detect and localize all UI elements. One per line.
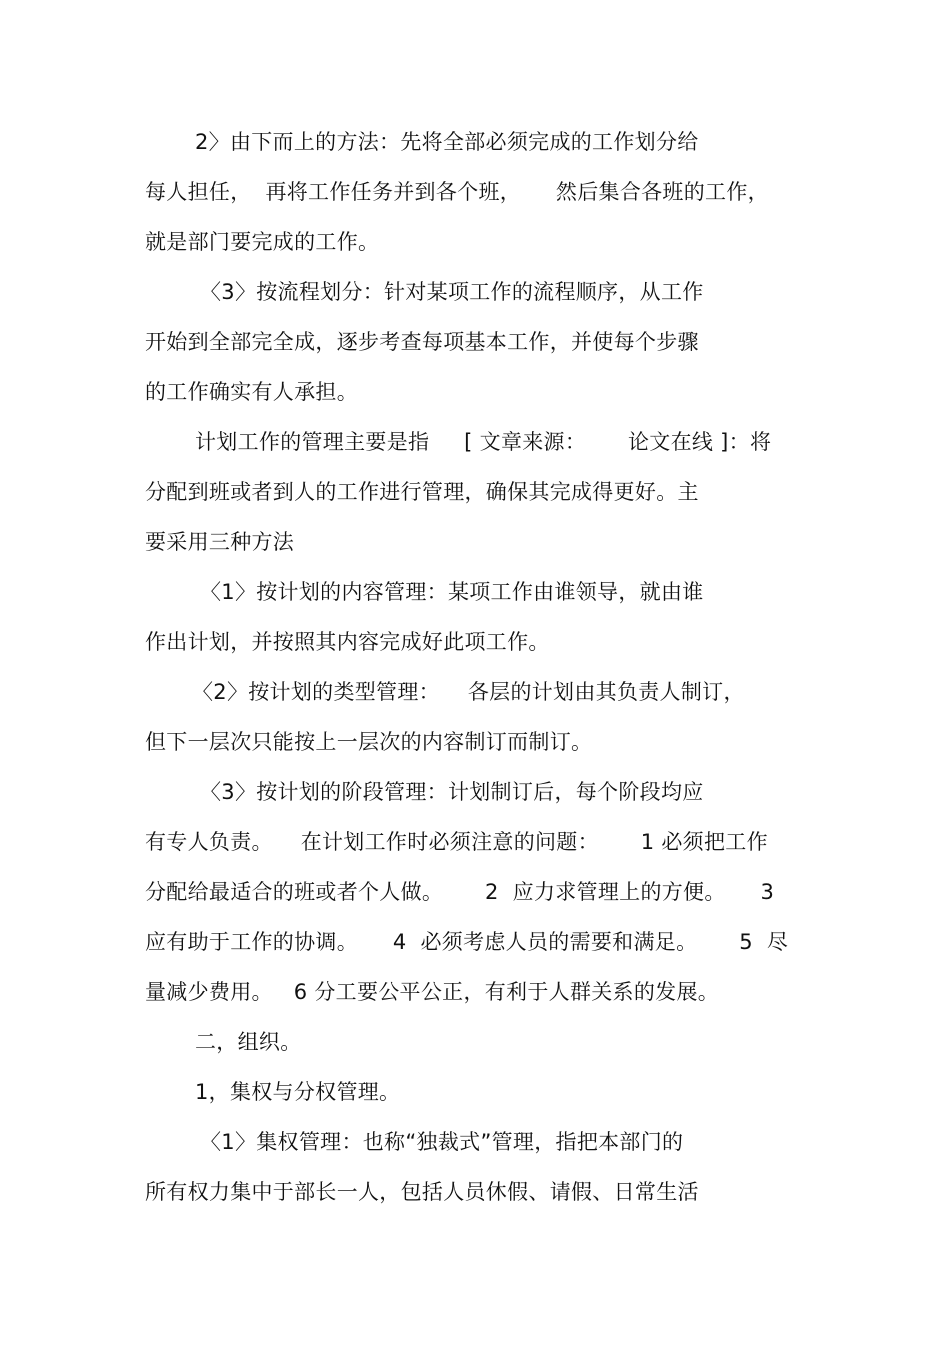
text-line: 有专人负责。 在计划工作时必须注意的问题： 1 必须把工作: [145, 830, 768, 854]
text-line: 应有助于工作的协调。 4 必须考虑人员的需要和满足。 5 尽: [145, 930, 789, 954]
text-line: 〈3〉按计划的阶段管理：计划制订后，每个阶段均应: [200, 780, 704, 804]
text-line: 〈1〉按计划的内容管理：某项工作由谁领导，就由谁: [200, 580, 704, 604]
text-line: 每人担任， 再将工作任务并到各个班， 然后集合各班的工作，: [145, 180, 769, 204]
text-line: 分配到班或者到人的工作进行管理，确保其完成得更好。主: [145, 480, 699, 504]
text-line: 的工作确实有人承担。: [145, 380, 358, 404]
text-line: 〈1〉集权管理：也称“独裁式”管理，指把本部门的: [200, 1130, 684, 1154]
text-line: 〈2〉按计划的类型管理： 各层的计划由其负责人制订，: [192, 680, 745, 704]
text-line: 所有权力集中于部长一人，包括人员休假、请假、日常生活: [145, 1180, 699, 1204]
text-line: 就是部门要完成的工作。: [145, 230, 380, 254]
text-line: 2〉由下而上的方法：先将全部必须完成的工作划分给: [195, 130, 699, 154]
text-line: 要采用三种方法: [145, 530, 295, 554]
text-line: 1，集权与分权管理。: [195, 1080, 401, 1104]
text-line: 二，组织。: [195, 1030, 302, 1054]
text-line: 计划工作的管理主要是指 [ 文章来源： 论文在线 ]：将: [195, 430, 772, 454]
text-line: 〈3〉按流程划分：针对某项工作的流程顺序，从工作: [200, 280, 704, 304]
text-line: 开始到全部完全成，逐步考查每项基本工作，并使每个步骤: [145, 330, 699, 354]
text-line: 分配给最适合的班或者个人做。 2 应力求管理上的方便。 3: [145, 880, 775, 904]
text-line: 量减少费用。 6 分工要公平公正，有利于人群关系的发展。: [145, 980, 720, 1004]
text-line: 作出计划，并按照其内容完成好此项工作。: [145, 630, 550, 654]
text-line: 但下一层次只能按上一层次的内容制订而制订。: [145, 730, 593, 754]
